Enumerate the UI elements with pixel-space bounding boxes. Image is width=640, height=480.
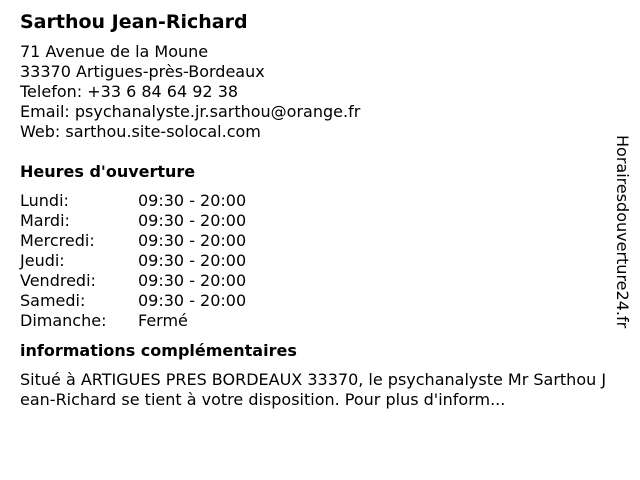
hours-value: Fermé <box>138 311 188 330</box>
hours-value: 09:30 - 20:00 <box>138 211 247 230</box>
web-label: Web: <box>20 122 61 141</box>
day-label: Mardi: <box>20 211 70 230</box>
hours-value: 09:30 - 20:00 <box>138 251 247 270</box>
email-address[interactable]: psychanalyste.jr.sarthou@orange.fr <box>74 102 361 121</box>
hours-value: 09:30 - 20:00 <box>138 291 247 310</box>
day-label: Samedi: <box>20 291 86 310</box>
hours-row-friday <box>20 271 610 291</box>
email-label: Email: <box>20 102 70 121</box>
hours-title: Heures d'ouverture <box>20 162 196 181</box>
phone-number[interactable]: +33 6 84 64 92 38 <box>87 82 239 101</box>
info-title: informations complémentaires <box>20 341 297 360</box>
info-description: Situé à ARTIGUES PRES BORDEAUX 33370, le psychanalyste Mr Sarthou Jean-Richard se tient à votre disposition. Pour plus d'inform... <box>20 370 607 409</box>
hours-row-monday <box>20 191 610 211</box>
web-line <box>20 122 610 142</box>
day-label: Mercredi: <box>20 231 95 250</box>
hours-row-tuesday <box>20 211 610 231</box>
day-label: Lundi: <box>20 191 69 210</box>
hours-row-saturday <box>20 291 610 311</box>
day-label: Vendredi: <box>20 271 96 290</box>
hours-row-wednesday <box>20 231 610 251</box>
address-street: 71 Avenue de la Moune <box>20 42 209 61</box>
business-card <box>20 10 610 410</box>
hours-row-thursday <box>20 251 610 271</box>
hours-row-sunday <box>20 311 610 331</box>
phone-label: Telefon: <box>20 82 83 101</box>
contact-block <box>20 42 610 142</box>
business-name: Sarthou Jean-Richard <box>20 11 248 33</box>
hours-table <box>20 191 610 331</box>
address-city: 33370 Artigues-près-Bordeaux <box>20 62 265 81</box>
website-link[interactable]: sarthou.site-solocal.com <box>65 122 261 141</box>
brand-watermark: Horairesdouverture24.fr <box>613 135 632 329</box>
phone-line <box>20 82 610 102</box>
day-label: Dimanche: <box>20 311 107 330</box>
email-line <box>20 102 610 122</box>
hours-value: 09:30 - 20:00 <box>138 231 247 250</box>
day-label: Jeudi: <box>20 251 65 270</box>
hours-value: 09:30 - 20:00 <box>138 271 247 290</box>
hours-value: 09:30 - 20:00 <box>138 191 247 210</box>
